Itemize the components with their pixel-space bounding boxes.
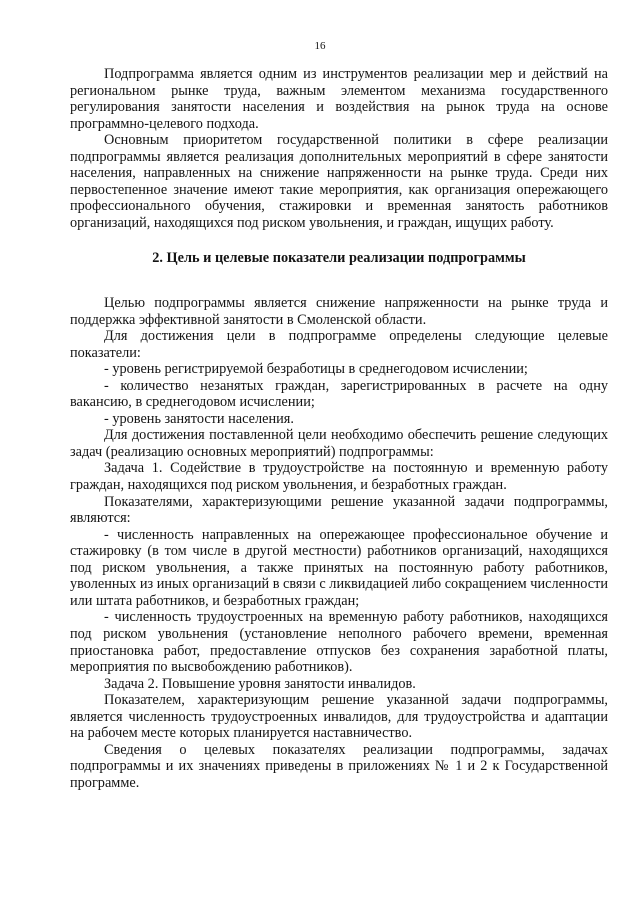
- paragraph-appendix-reference: Сведения о целевых показателях реализации подпрограммы, задачах подпрограммы и их значениях приведены в приложениях № 1 и 2 к Государственной программе.: [70, 741, 608, 791]
- list-item-unemployment-level: - уровень регистрируемой безработицы в среднегодовом исчислении;: [104, 361, 528, 378]
- paragraph-task-1: Задача 1. Содействие в трудоустройстве на постоянную и временную работу граждан, находящихся под риском увольнения, и безработных граждан.: [70, 460, 608, 494]
- list-item-temporary-employment: - численность трудоустроенных на временную работу работников, находящихся под риском увольнения (установление неполного рабочего времени, временная приостановка работ, предоставление отпусков без сохранения заработной платы, мероприятия по высвобождению работников).: [70, 609, 608, 676]
- document-body: [70, 66, 608, 791]
- paragraph-task-2-indicator: Показателем, характеризующим решение указанной задачи подпрограммы, является численность трудоустроенных инвалидов, для трудоустройства и адаптации на рабочем месте которых планируется наставничество.: [70, 692, 608, 742]
- paragraph-tasks-intro: Для достижения поставленной цели необходимо обеспечить решение следующих задач (реализацию основных мероприятий) подпрограммы:: [70, 427, 608, 460]
- paragraph-indicators-intro: Для достижения цели в подпрограмме определены следующие целевые показатели:: [70, 328, 608, 361]
- paragraph-task-2: Задача 2. Повышение уровня занятости инвалидов.: [104, 675, 416, 692]
- page-number: 16: [314, 40, 326, 52]
- list-item-employment-level: - уровень занятости населения.: [104, 410, 294, 427]
- list-item-unemployed-per-vacancy: - количество незанятых граждан, зарегистрированных в расчете на одну вакансию, в среднегодовом исчислении;: [70, 377, 608, 411]
- list-item-advanced-training: - численность направленных на опережающее профессиональное обучение и стажировку (в том числе в другой местности) работников организаций, находящихся под риском увольнения, а также принятых на постоянную работу работников, уволенных из иных организаций в связи с ликвидацией либо сокращением численности или штата работников, и безработных граждан;: [70, 526, 608, 609]
- section-heading: 2. Цель и целевые показатели реализации подпрограммы: [152, 250, 526, 267]
- paragraph-policy-priority: Основным приоритетом государственной политики в сфере реализации подпрограммы является реализация дополнительных мероприятий в сфере занятости населения, направленных на снижение напряженности на рынке труда. Среди них первостепенное значение имеют такие мероприятия, как организация опережающего профессионального обучения, стажировки и временная занятость работников организаций, находящихся под риском увольнения, и граждан, ищущих работу.: [70, 132, 608, 231]
- paragraph-task-1-indicators-intro: Показателями, характеризующими решение указанной задачи подпрограммы, являются:: [70, 493, 608, 527]
- paragraph-subprogram-role: Подпрограмма является одним из инструментов реализации мер и действий на региональном рынке труда, важным элементом механизма государственного регулирования занятости населения и воздействия на рынок труда на основе программно-целевого подхода.: [70, 66, 608, 132]
- paragraph-goal: Целью подпрограммы является снижение напряженности на рынке труда и поддержка эффективной занятости в Смоленской области.: [70, 295, 608, 328]
